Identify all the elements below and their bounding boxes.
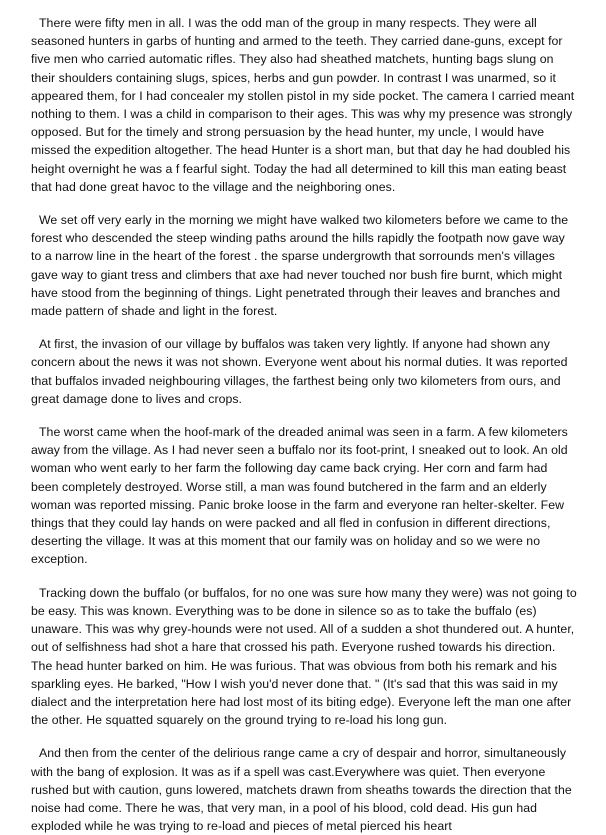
paragraph-6: And then from the center of the delirious range came a cry of despair and horror, simultaneously with the bang of explosion. It was as if a spell was cast.Everywhere was quiet. Then everyone rushed but with caution, guns lowered, matchets drawn from sheaths towards the direction that the noise had come. There he was, that very man, in a pool of his blood, cold dead. His gun had exploded while he was trying to re-load and pieces of metal pierced his heart — [31, 746, 572, 834]
paragraph-2: We set off very early in the morning we might have walked two kilometers before we came to the forest who descended the steep winding paths around the hills rapidly the footpath now gave way to a narrow line in the heart of the forest . the sparse undergrowth that sorrounds men's villages gave way to giant tress and climbers that axe had never touched nor bush fire burnt, which might have stood from the beginning of things. Light penetrated through their leaves and branches and made pattern of shade and light in the forest. — [31, 213, 569, 319]
paragraph-3: At first, the invasion of our village by buffalos was taken very lightly. If anyone had shown any concern about the news it was not shown. Everyone went about his normal duties. It was reported that buffalos invaded neighbouring villages, the farthest being only two kilometers from ours, and great damage done to lives and crops. — [31, 337, 568, 406]
paragraph-5: Tracking down the buffalo (or buffalos, for no one was sure how many they were) was not going to be easy. This was known. Everything was to be done in silence so as to take the buffalo (es) unaware. This was why grey-hounds were not used. All of a sudden a shot thundered out. A hunter, out of selfishness had shot a hare that crossed his path. Everyone rushed towards his direction. The head hunter barked on him. He was furious. That was obvious from both his remark and his sparkling eyes. He barked, "How I wish you'd never done that. " (It's sad that this was said in my dialect and the interpretation here had lost most of its biting edge). Everyone left the man one after the other. He squatted squarely on the ground trying to re-load his long gun. — [31, 585, 577, 728]
paragraph-4: The worst came when the hoof-mark of the dreaded animal was seen in a farm. A few kilometers away from the village. As I had never seen a buffalo nor its foot-print, I sneaked out to look. An old woman who went early to her farm the following day came back crying. Her corn and farm had been completely destroyed. Worse still, a man was found butchered in the farm and an elderly woman was reported missing. Panic broke loose in the farm and everyone ran helter-skelter. Few things that they could lay hands on were packed and all fled in confusion in different directions, deserting the village. It was at this moment that our family was on holiday and so we were no exception. — [31, 425, 568, 567]
paragraph-1: There were fifty men in all. I was the odd man of the group in many respects. They were all seasoned hunters in garbs of hunting and armed to the teeth. They carried dane-guns, except for five men who carried automatic rifles. They also had sheathed matchets, hunting bags slung on their shoulders containing slugs, spices, herbs and gun powder. In contrast I was unarmed, so it appeared them, for I had concealer my stollen pistol in my side pocket. The camera I carried meant nothing to them. I was a child in comparison to their ages. This was why my presence was strongly opposed. But for the timely and strong persuasion by the head hunter, my uncle, I would have missed the expedition altogether. The head Hunter is a short man, but that day he had doubled his height overnight he was a f fearful sight. Today the had all determined to kill this man eating beast that had done great havoc to the village and the neighboring ones. — [31, 16, 575, 194]
